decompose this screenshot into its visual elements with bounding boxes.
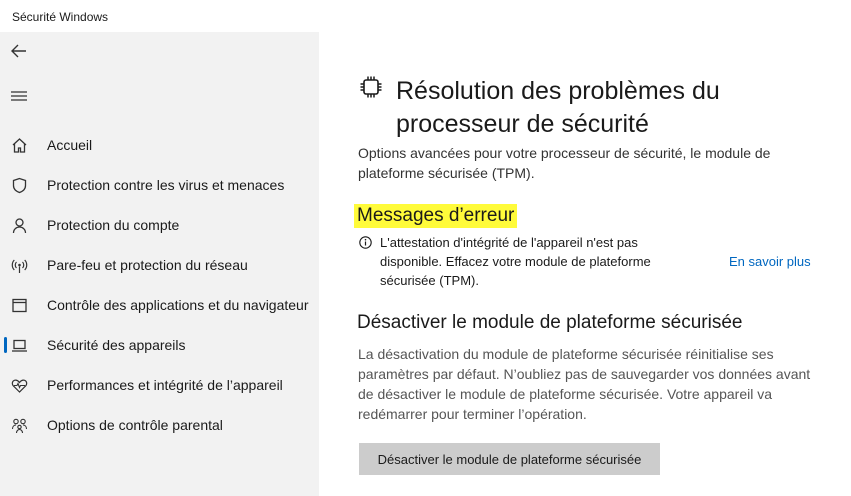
sidebar xyxy=(0,32,319,496)
home-icon xyxy=(10,136,28,154)
disable-tpm-description: La désactivation du module de plateforme sécurisée réinitialise ses paramètres par défaut. N’oubliez pas de sauvegarder vos données avant de désactiver le module de plateforme sécurisée. Votre appareil va redémarrer pour terminer l’opération. xyxy=(358,346,811,422)
menu-button[interactable] xyxy=(8,85,30,107)
sidebar-item-label: Pare-feu et protection du réseau xyxy=(47,257,248,273)
back-arrow-icon xyxy=(10,42,28,60)
sidebar-item-label: Options de contrôle parental xyxy=(47,417,223,433)
sidebar-item-label: Protection contre les virus et menaces xyxy=(47,177,285,193)
laptop-icon xyxy=(10,336,28,354)
wifi-antenna-icon xyxy=(10,256,28,274)
disable-tpm-heading: Désactiver le module de plateforme sécurisée xyxy=(357,312,743,333)
selection-indicator xyxy=(4,337,7,353)
app-title: Sécurité Windows xyxy=(12,10,109,24)
back-button[interactable] xyxy=(8,40,30,62)
heart-pulse-icon xyxy=(10,376,28,394)
sidebar-item-label: Contrôle des applications et du navigateur xyxy=(47,297,309,313)
family-icon xyxy=(10,416,28,434)
sidebar-item-app-browser-control[interactable] xyxy=(0,287,319,323)
shield-icon xyxy=(10,176,28,194)
hamburger-icon xyxy=(10,87,28,105)
sidebar-item-account-protection[interactable] xyxy=(0,207,319,243)
info-icon xyxy=(359,236,372,249)
person-icon xyxy=(10,216,28,234)
browser-window-icon xyxy=(10,296,28,314)
sidebar-item-device-performance[interactable] xyxy=(0,367,319,403)
intro-text: Options avancées pour votre processeur de sécurité, le module de plateforme sécurisée (TPM). xyxy=(358,145,771,181)
error-message-text: L'attestation d'intégrité de l'appareil n'est pas disponible. Effacez votre module de plateforme sécurisée (TPM). xyxy=(380,235,651,288)
sidebar-item-label: Protection du compte xyxy=(47,217,180,233)
page-title: Résolution des problèmes du processeur de sécurité xyxy=(396,76,720,138)
title-bar xyxy=(0,0,851,32)
sidebar-item-firewall[interactable] xyxy=(0,247,319,283)
disable-tpm-button[interactable]: Désactiver le module de plateforme sécurisée xyxy=(359,443,660,475)
sidebar-item-virus-protection[interactable] xyxy=(0,167,319,203)
sidebar-item-device-security[interactable] xyxy=(0,327,319,363)
sidebar-item-home[interactable] xyxy=(0,127,319,163)
sidebar-item-label: Accueil xyxy=(47,137,93,153)
sidebar-item-label: Sécurité des appareils xyxy=(47,337,186,353)
sidebar-item-parental-options[interactable] xyxy=(0,407,319,443)
sidebar-item-label: Performances et intégrité de l’appareil xyxy=(47,377,283,393)
processor-chip-icon xyxy=(359,75,383,99)
error-messages-heading: Messages d’erreur xyxy=(354,204,517,228)
main-content xyxy=(319,32,851,496)
learn-more-link[interactable]: En savoir plus xyxy=(729,254,811,269)
